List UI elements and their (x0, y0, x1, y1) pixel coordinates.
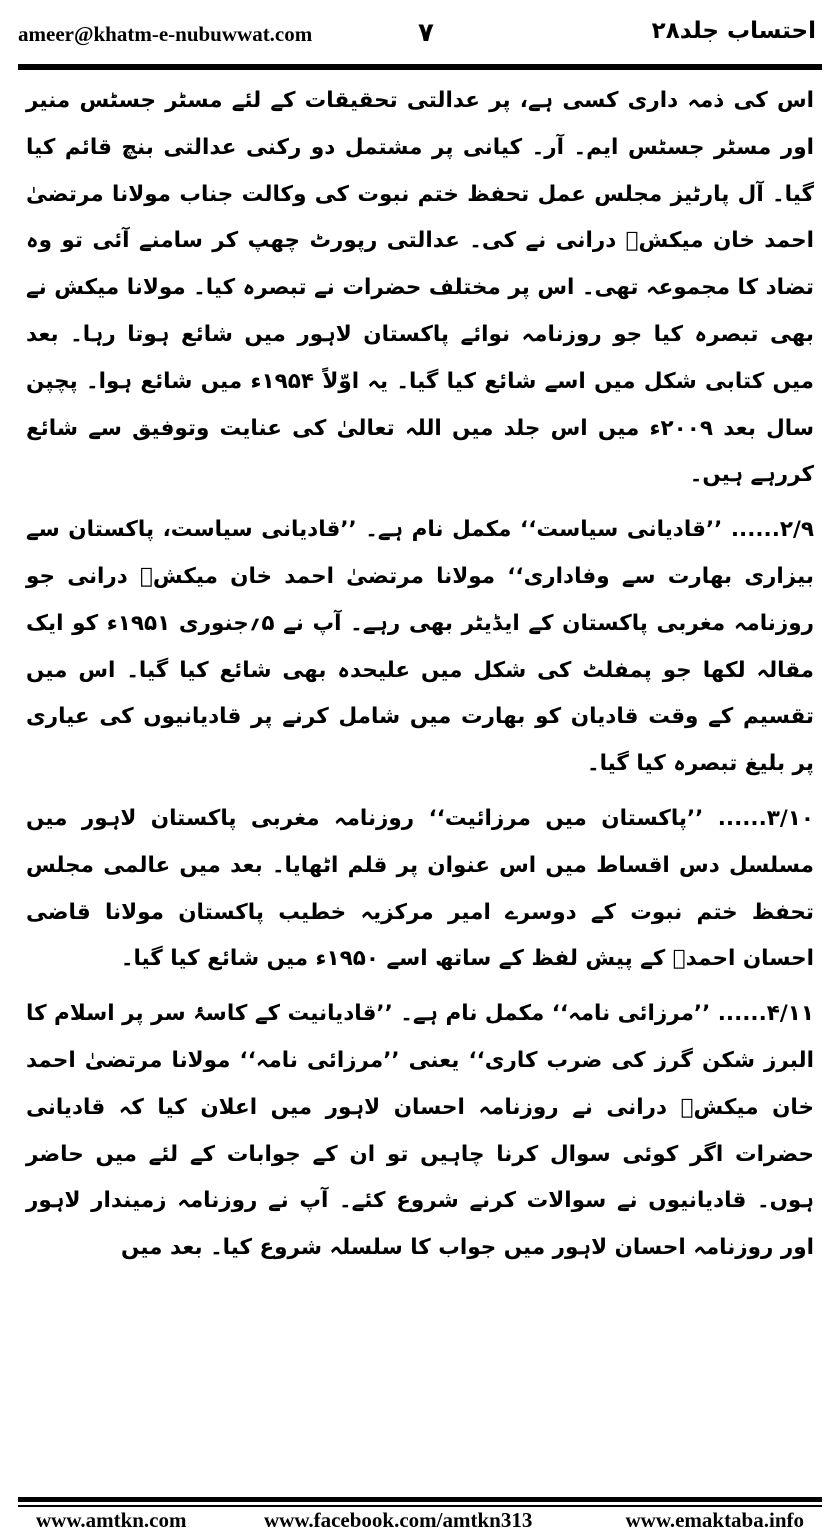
page-body (26, 78, 814, 1272)
book-title: احتساب جلد۲۸ (651, 18, 816, 44)
footer-divider-thin (18, 1505, 822, 1507)
footer-link-facebook[interactable]: www.facebook.com/amtkn313 (264, 1508, 533, 1532)
header-divider (18, 64, 822, 70)
page-number: ۷ (418, 18, 434, 48)
footer-link-store[interactable]: www.emaktaba.info (625, 1508, 804, 1532)
page-header (18, 18, 822, 58)
footer-link-site[interactable]: www.amtkn.com (36, 1508, 187, 1532)
footer-divider-thick (18, 1497, 822, 1502)
paragraph-2: ۲/۹...... ’’قادیانی سیاست‘‘ مکمل نام ہے۔ ’’قادیانی سیاست، پاکستان سے بیزاری بھارت سے وفاداری‘‘ مولانا مرتضیٰ احمد خان میکشؒ درانی جو روزنامہ مغربی پاکستان کے ایڈیٹر بھی رہے۔ آپ نے ۵؍جنوری ۱۹۵۱ء کو ایک مقالہ لکھا جو پمفلٹ کی شکل میں علیحدہ بھی شائع کیا گیا۔ اس میں تقسیم کے وقت قادیان کو بھارت میں شامل کرنے پر قادیانیوں کی عیاری پر بلیغ تبصرہ کیا گیا۔ (26, 517, 814, 777)
paragraph-4: ۴/۱۱...... ’’مرزائی نامہ‘‘ مکمل نام ہے۔ ’’قادیانیت کے کاسۂ سر پر اسلام کا البرز شکن گرز کی ضرب کاری‘‘ یعنی ’’مرزائی نامہ‘‘ مولانا مرتضیٰ احمد خان میکشؒ درانی نے روزنامہ احسان لاہور میں اعلان کیا کہ قادیانی حضرات اگر کوئی سوال کرنا چاہیں تو ان کے جوابات کے لئے میں حاضر ہوں۔ قادیانیوں نے سوالات کرنے شروع کئے۔ آپ نے روزنامہ زمیندار لاہور اور روزنامہ احسان لاہور میں جواب کا سلسلہ شروع کیا۔ بعد میں (26, 1001, 814, 1261)
paragraph-3: ۳/۱۰...... ’’پاکستان میں مرزائیت‘‘ روزنامہ مغربی پاکستان لاہور میں مسلسل دس اقساط میں اس عنوان پر قلم اٹھایا۔ بعد میں عالمی مجلس تحفظ ختم نبوت کے دوسرے امیر مرکزیہ خطیب پاکستان مولانا قاضی احسان احمدؒ کے پیش لفظ کے ساتھ اسے ۱۹۵۰ء میں شائع کیا گیا۔ (26, 805, 814, 972)
header-email: ameer@khatm-e-nubuwwat.com (18, 22, 313, 46)
page-footer (22, 1508, 818, 1534)
paragraph-1: اس کی ذمہ داری کسی ہے، پر عدالتی تحقیقات کے لئے مسٹر جسٹس منیر اور مسٹر جسٹس ایم۔ آر۔ کیانی پر مشتمل دو رکنی عدالتی بنچ قائم کیا گیا۔ آل پارٹیز مجلس عمل تحفظ ختم نبوت کی وکالت جناب مولانا مرتضیٰ احمد خان میکشؒ درانی نے کی۔ عدالتی رپورٹ چھپ کر سامنے آئی تو وہ تضاد کا مجموعہ تھی۔ اس پر مختلف حضرات نے تبصرہ کیا۔ مولانا میکش نے بھی تبصرہ کیا جو روزنامہ نوائے پاکستان لاہور میں شائع ہوتا رہا۔ بعد میں کتابی شکل میں اسے شائع کیا گیا۔ یہ اوّلاً ۱۹۵۴ء میں شائع ہوا۔ پچپن سال بعد ۲۰۰۹ء میں اس جلد میں اللہ تعالیٰ کی عنایت وتوفیق سے شائع کررہے ہیں۔ (26, 88, 814, 488)
